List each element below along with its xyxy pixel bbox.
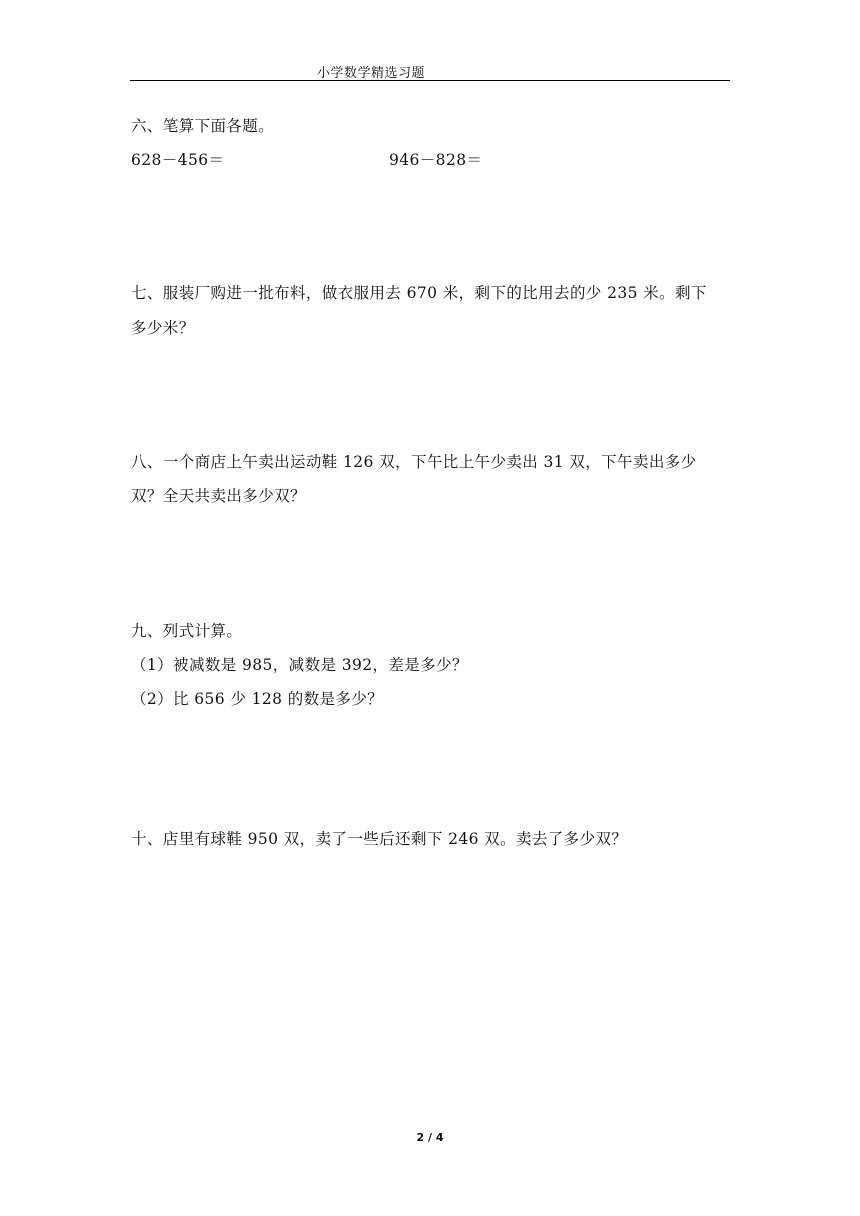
question-9-item-2: （2）比 656 少 128 的数是多少？: [131, 690, 384, 708]
question-7-line-1: 七、服装厂购进一批布料，做衣服用去 670 米，剩下的比用去的少 235 米。剩下: [131, 284, 707, 302]
question-9-item-1: （1）被减数是 985，减数是 392，差是多少？: [131, 656, 468, 674]
question-9-title: 九、列式计算。: [131, 622, 243, 640]
page-number: 2 / 4: [416, 1131, 444, 1144]
header-divider: [130, 80, 730, 81]
question-6-expression-right: 946－828＝: [389, 151, 483, 169]
question-8-line-1: 八、一个商店上午卖出运动鞋 126 双，下午比上午少卖出 31 双，下午卖出多少: [131, 453, 697, 471]
question-7-line-2: 多少米？: [131, 319, 195, 337]
header-title: 小学数学精选习题: [317, 66, 426, 81]
question-10-line-1: 十、店里有球鞋 950 双，卖了一些后还剩下 246 双。卖去了多少双？: [131, 830, 628, 848]
question-6-expression-left: 628－456＝: [131, 151, 225, 169]
question-6-title: 六、笔算下面各题。: [131, 117, 275, 135]
question-8-line-2: 双？全天共卖出多少双？: [131, 487, 306, 505]
